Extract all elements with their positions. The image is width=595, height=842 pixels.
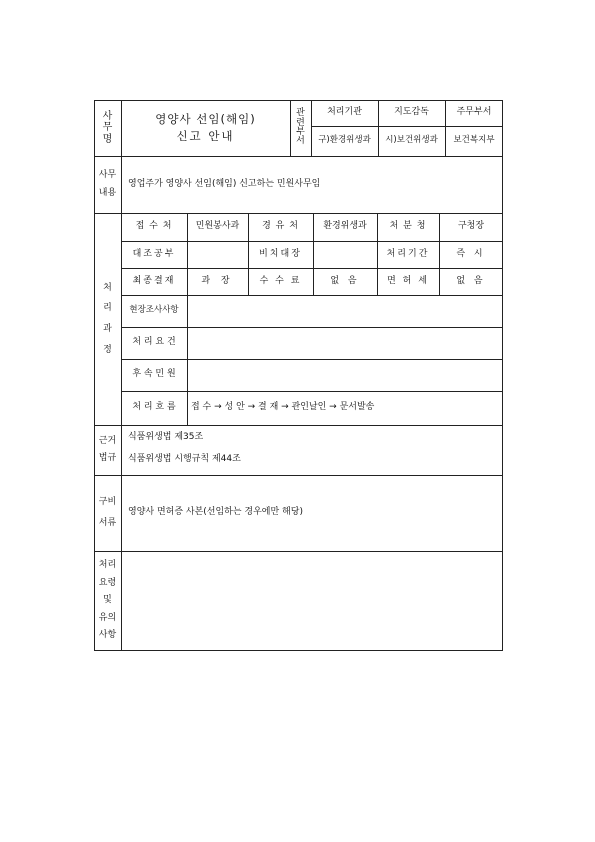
dept-header-main-ministry: 주무부서 [456,107,492,118]
transit-office-value: 환경위생과 [323,221,367,232]
work-content-text: 영업주가 영양사 선임(해임) 신고하는 민원사무임 [128,178,321,189]
license-tax-label: 면 허 세 [387,275,429,286]
required-documents-label: 구비 서류 [98,497,117,528]
required-documents-text: 영양사 면허증 사본(선임하는 경우에만 해당) [128,507,303,518]
dept-header-processing-agency: 처리기관 [327,107,362,118]
work-content-label: 사무 내용 [98,170,117,198]
processing-notes-text [124,551,502,651]
reception-office-label: 접 수 처 [135,221,173,232]
requirements-label: 처 리 요 건 [132,337,176,348]
page-title: 영양사 선임(해임) 신고 안내 [155,111,256,143]
fee-value: 없 음 [330,275,360,286]
reference-register-label: 대조공부 [132,248,176,259]
ledger-value [313,241,377,268]
final-approval-value: 과 장 [201,275,234,286]
final-approval-label: 최종결재 [132,275,176,286]
processing-flow-label: 처 리 흐 름 [132,402,176,413]
dept-value-processing-agency: 구)환경위생과 [318,135,371,146]
legal-basis-label: 근거 법규 [98,435,117,463]
ledger-label: 비치대장 [259,248,302,259]
requirements-value [187,327,503,359]
site-investigation-value [187,295,503,327]
processing-flow-value: 접 수 → 성 안 → 결 재 → 관인날인 → 문서발송 [191,402,375,413]
process-label: 처 리 과 정 [103,282,112,355]
disposition-agency-label: 처 분 청 [389,221,427,232]
legal-basis-item: 식품위생법 시행규칙 제44조 [128,454,241,465]
license-tax-value: 없 음 [456,275,486,286]
related-dept-label: 관 련 부 서 [296,108,305,147]
processing-period-value: 즉 시 [456,248,486,259]
work-name-label: 사 무 명 [102,110,113,145]
follow-up-label: 후 속 민 원 [132,369,176,380]
reception-office-value: 민원봉사과 [195,221,240,232]
dept-header-supervision: 지도감독 [394,107,429,118]
follow-up-value [187,359,503,391]
fee-label: 수 수 료 [259,275,302,286]
dept-value-supervision: 시)보건위생과 [385,135,438,146]
dept-value-main-ministry: 보건복지부 [453,135,495,146]
processing-notes-label: 처리 요령 및 유의 사항 [98,560,117,641]
processing-period-label: 처리기간 [386,248,430,259]
transit-office-label: 경 유 처 [262,221,299,232]
disposition-agency-value: 구청장 [457,221,485,232]
legal-basis-item: 식품위생법 제35조 [128,432,204,443]
reference-register-value [187,241,248,268]
site-investigation-label: 현장조사사항 [129,305,179,316]
